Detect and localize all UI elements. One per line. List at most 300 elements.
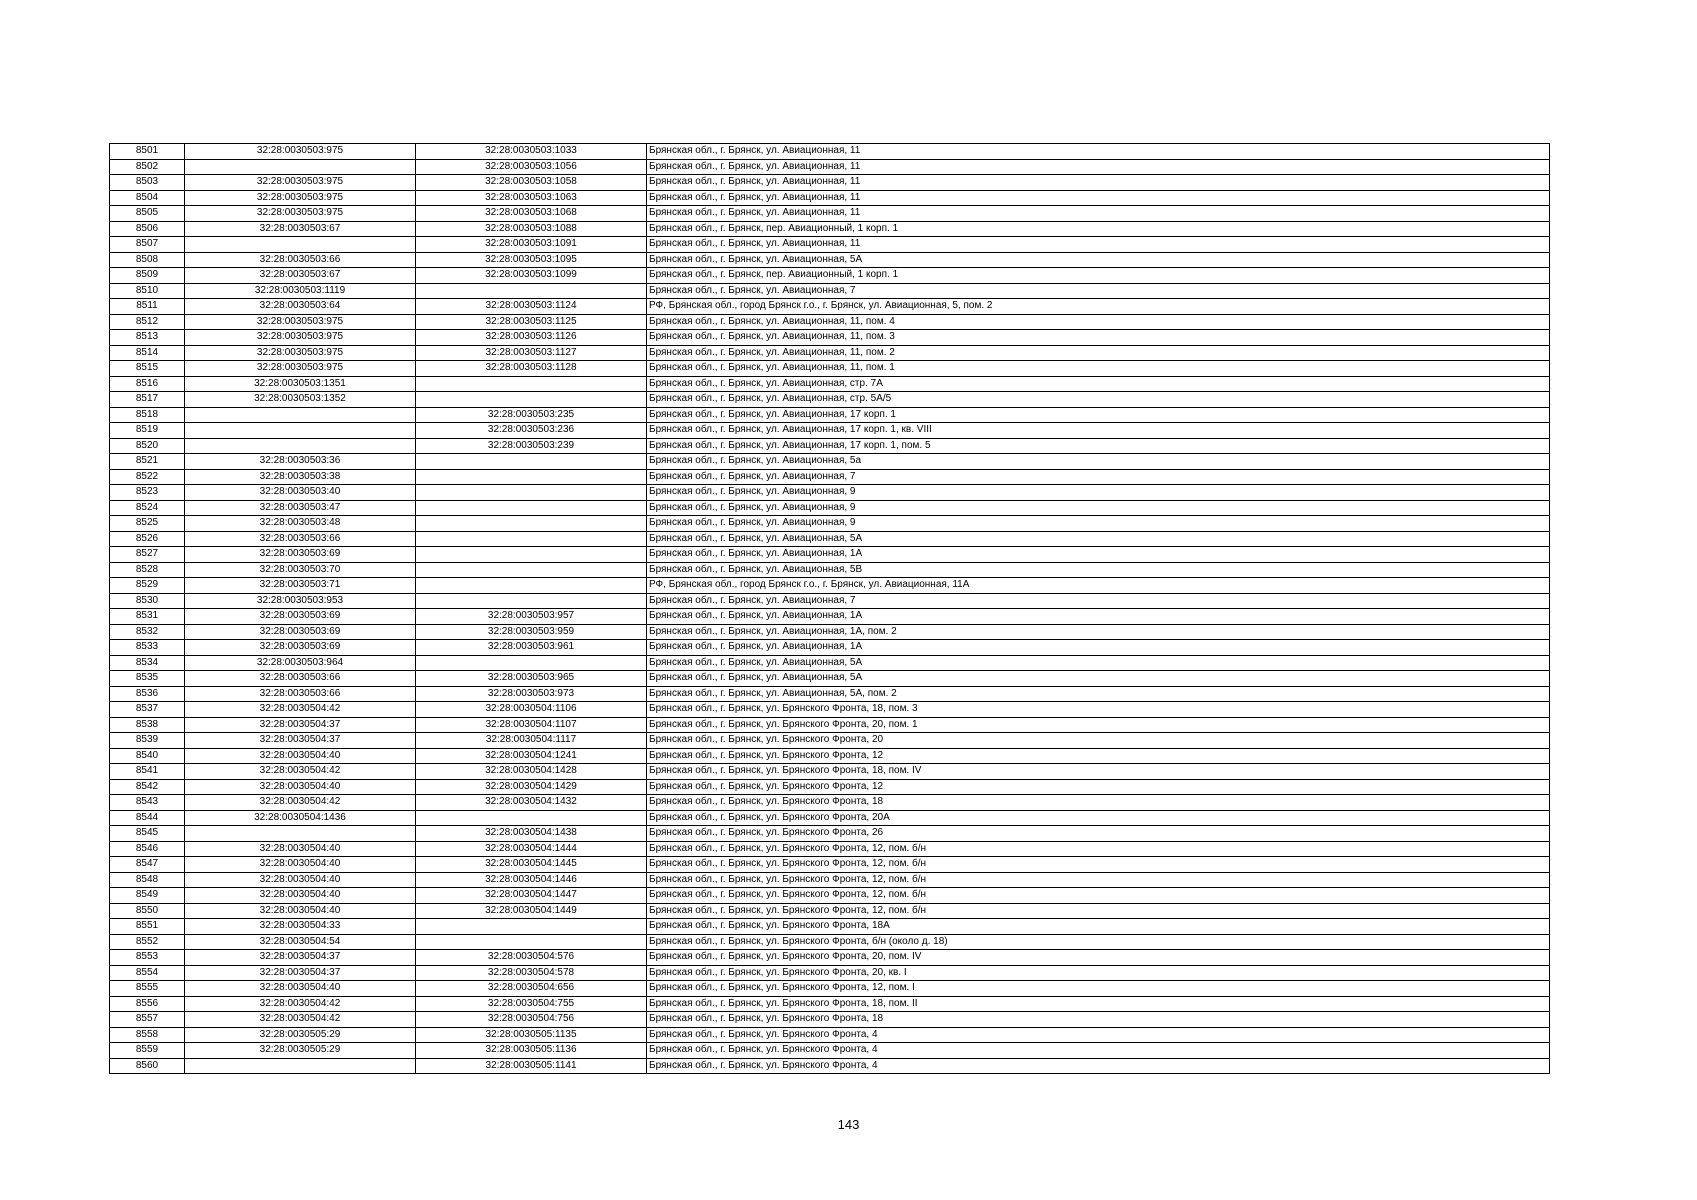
row-number-cell: 8532 xyxy=(110,624,185,640)
address-cell: Брянская обл., г. Брянск, ул. Авиационная, 11 xyxy=(647,237,1550,253)
address-cell: Брянская обл., г. Брянск, ул. Брянского Фронта, 12, пом. б/н xyxy=(647,841,1550,857)
row-number-cell: 8533 xyxy=(110,640,185,656)
page-number: 143 xyxy=(837,1117,860,1132)
table-row xyxy=(110,733,1550,749)
table-row xyxy=(110,423,1550,439)
object-number-cell: 32:28:0030505:1141 xyxy=(416,1058,647,1074)
object-number-cell: 32:28:0030503:1068 xyxy=(416,206,647,222)
table-row xyxy=(110,888,1550,904)
address-cell: Брянская обл., г. Брянск, ул. Брянского Фронта, б/н (около д. 18) xyxy=(647,934,1550,950)
address-cell: Брянская обл., г. Брянск, ул. Брянского Фронта, 4 xyxy=(647,1058,1550,1074)
object-number-cell: 32:28:0030503:1095 xyxy=(416,252,647,268)
table-row xyxy=(110,624,1550,640)
parcel-number-cell xyxy=(185,438,416,454)
address-cell: Брянская обл., г. Брянск, ул. Авиационная, 7 xyxy=(647,283,1550,299)
address-cell: Брянская обл., г. Брянск, ул. Брянского Фронта, 20А xyxy=(647,810,1550,826)
address-cell: Брянская обл., г. Брянск, ул. Брянского Фронта, 20, пом. IV xyxy=(647,950,1550,966)
row-number-cell: 8524 xyxy=(110,500,185,516)
address-cell: Брянская обл., г. Брянск, ул. Авиационная, 5А xyxy=(647,655,1550,671)
row-number-cell: 8535 xyxy=(110,671,185,687)
row-number-cell: 8517 xyxy=(110,392,185,408)
object-number-cell: 32:28:0030503:1128 xyxy=(416,361,647,377)
address-cell: РФ, Брянская обл., город Брянск г.о., г. Брянск, ул. Авиационная, 11А xyxy=(647,578,1550,594)
row-number-cell: 8549 xyxy=(110,888,185,904)
row-number-cell: 8558 xyxy=(110,1027,185,1043)
table-row xyxy=(110,454,1550,470)
table-row xyxy=(110,206,1550,222)
row-number-cell: 8528 xyxy=(110,562,185,578)
table-row xyxy=(110,640,1550,656)
row-number-cell: 8503 xyxy=(110,175,185,191)
row-number-cell: 8516 xyxy=(110,376,185,392)
object-number-cell: 32:28:0030504:1445 xyxy=(416,857,647,873)
address-cell: Брянская обл., г. Брянск, ул. Брянского Фронта, 18, пом. 3 xyxy=(647,702,1550,718)
table-row xyxy=(110,748,1550,764)
table-row xyxy=(110,531,1550,547)
row-number-cell: 8551 xyxy=(110,919,185,935)
table-row xyxy=(110,299,1550,315)
address-cell: Брянская обл., г. Брянск, ул. Авиационная, стр. 5А/5 xyxy=(647,392,1550,408)
object-number-cell xyxy=(416,392,647,408)
address-cell: Брянская обл., г. Брянск, ул. Авиационная, 1А xyxy=(647,640,1550,656)
row-number-cell: 8547 xyxy=(110,857,185,873)
object-number-cell: 32:28:0030503:239 xyxy=(416,438,647,454)
parcel-number-cell: 32:28:0030503:66 xyxy=(185,252,416,268)
address-cell: Брянская обл., г. Брянск, ул. Авиационная, стр. 7А xyxy=(647,376,1550,392)
parcel-number-cell xyxy=(185,1058,416,1074)
address-cell: Брянская обл., г. Брянск, ул. Брянского Фронта, 12, пом. б/н xyxy=(647,857,1550,873)
row-number-cell: 8543 xyxy=(110,795,185,811)
parcel-number-cell: 32:28:0030503:69 xyxy=(185,609,416,625)
table-row xyxy=(110,252,1550,268)
table-row xyxy=(110,144,1550,160)
row-number-cell: 8509 xyxy=(110,268,185,284)
table-row xyxy=(110,1027,1550,1043)
object-number-cell: 32:28:0030504:1241 xyxy=(416,748,647,764)
address-cell: Брянская обл., г. Брянск, пер. Авиационный, 1 корп. 1 xyxy=(647,221,1550,237)
object-number-cell: 32:28:0030504:1432 xyxy=(416,795,647,811)
object-number-cell: 32:28:0030503:959 xyxy=(416,624,647,640)
table-row xyxy=(110,764,1550,780)
table-row xyxy=(110,996,1550,1012)
parcel-number-cell xyxy=(185,407,416,423)
parcel-number-cell: 32:28:0030504:42 xyxy=(185,795,416,811)
address-cell: Брянская обл., г. Брянск, ул. Авиационная, 5А, пом. 2 xyxy=(647,686,1550,702)
row-number-cell: 8513 xyxy=(110,330,185,346)
table-row xyxy=(110,314,1550,330)
address-cell: Брянская обл., г. Брянск, ул. Авиационная, 11 xyxy=(647,144,1550,160)
address-cell: Брянская обл., г. Брянск, ул. Авиационная, 17 корп. 1 xyxy=(647,407,1550,423)
parcel-number-cell: 32:28:0030503:964 xyxy=(185,655,416,671)
parcel-number-cell: 32:28:0030503:69 xyxy=(185,624,416,640)
row-number-cell: 8507 xyxy=(110,237,185,253)
address-cell: Брянская обл., г. Брянск, ул. Брянского Фронта, 12, пом. б/н xyxy=(647,888,1550,904)
object-number-cell: 32:28:0030504:1449 xyxy=(416,903,647,919)
object-number-cell xyxy=(416,454,647,470)
object-number-cell xyxy=(416,469,647,485)
object-number-cell: 32:28:0030504:1106 xyxy=(416,702,647,718)
parcel-number-cell: 32:28:0030504:42 xyxy=(185,764,416,780)
row-number-cell: 8560 xyxy=(110,1058,185,1074)
parcel-number-cell: 32:28:0030503:975 xyxy=(185,190,416,206)
table-row xyxy=(110,547,1550,563)
parcel-number-cell: 32:28:0030503:975 xyxy=(185,144,416,160)
address-cell: Брянская обл., г. Брянск, ул. Авиационная, 5а xyxy=(647,454,1550,470)
address-cell: Брянская обл., г. Брянск, ул. Авиационная, 1А xyxy=(647,609,1550,625)
parcel-number-cell: 32:28:0030503:67 xyxy=(185,268,416,284)
table-row xyxy=(110,857,1550,873)
row-number-cell: 8508 xyxy=(110,252,185,268)
object-number-cell: 32:28:0030505:1136 xyxy=(416,1043,647,1059)
table-row xyxy=(110,686,1550,702)
row-number-cell: 8512 xyxy=(110,314,185,330)
parcel-number-cell: 32:28:0030503:69 xyxy=(185,547,416,563)
parcel-number-cell: 32:28:0030504:33 xyxy=(185,919,416,935)
object-number-cell: 32:28:0030503:1033 xyxy=(416,144,647,160)
table-row xyxy=(110,330,1550,346)
parcel-number-cell: 32:28:0030504:1436 xyxy=(185,810,416,826)
row-number-cell: 8523 xyxy=(110,485,185,501)
object-number-cell xyxy=(416,562,647,578)
parcel-number-cell: 32:28:0030503:66 xyxy=(185,671,416,687)
parcel-number-cell: 32:28:0030503:40 xyxy=(185,485,416,501)
object-number-cell xyxy=(416,810,647,826)
row-number-cell: 8544 xyxy=(110,810,185,826)
table-row xyxy=(110,965,1550,981)
object-number-cell: 32:28:0030503:965 xyxy=(416,671,647,687)
object-number-cell: 32:28:0030504:1107 xyxy=(416,717,647,733)
table-row xyxy=(110,376,1550,392)
row-number-cell: 8526 xyxy=(110,531,185,547)
row-number-cell: 8504 xyxy=(110,190,185,206)
row-number-cell: 8518 xyxy=(110,407,185,423)
object-number-cell xyxy=(416,376,647,392)
row-number-cell: 8534 xyxy=(110,655,185,671)
row-number-cell: 8502 xyxy=(110,159,185,175)
parcel-number-cell: 32:28:0030504:40 xyxy=(185,748,416,764)
row-number-cell: 8557 xyxy=(110,1012,185,1028)
table-row xyxy=(110,702,1550,718)
address-cell: Брянская обл., г. Брянск, ул. Авиационная, 7 xyxy=(647,593,1550,609)
table-row xyxy=(110,578,1550,594)
object-number-cell xyxy=(416,593,647,609)
table-row xyxy=(110,826,1550,842)
parcel-number-cell: 32:28:0030504:40 xyxy=(185,981,416,997)
row-number-cell: 8530 xyxy=(110,593,185,609)
address-cell: Брянская обл., г. Брянск, ул. Брянского Фронта, 12, пом. б/н xyxy=(647,903,1550,919)
parcel-number-cell: 32:28:0030503:975 xyxy=(185,314,416,330)
table-row xyxy=(110,919,1550,935)
row-number-cell: 8541 xyxy=(110,764,185,780)
address-cell: Брянская обл., г. Брянск, ул. Авиационная, 11, пом. 3 xyxy=(647,330,1550,346)
table-row xyxy=(110,903,1550,919)
row-number-cell: 8520 xyxy=(110,438,185,454)
address-cell: Брянская обл., г. Брянск, ул. Брянского Фронта, 12 xyxy=(647,748,1550,764)
address-cell: Брянская обл., г. Брянск, ул. Авиационная, 5А xyxy=(647,531,1550,547)
object-number-cell: 32:28:0030503:1056 xyxy=(416,159,647,175)
table-row xyxy=(110,438,1550,454)
row-number-cell: 8514 xyxy=(110,345,185,361)
parcel-number-cell: 32:28:0030503:36 xyxy=(185,454,416,470)
object-number-cell: 32:28:0030503:1125 xyxy=(416,314,647,330)
parcel-number-cell: 32:28:0030504:37 xyxy=(185,965,416,981)
object-number-cell: 32:28:0030503:236 xyxy=(416,423,647,439)
table-row xyxy=(110,717,1550,733)
object-number-cell: 32:28:0030504:756 xyxy=(416,1012,647,1028)
address-cell: Брянская обл., г. Брянск, ул. Авиационная, 9 xyxy=(647,516,1550,532)
address-cell: Брянская обл., г. Брянск, ул. Авиационная, 1А, пом. 2 xyxy=(647,624,1550,640)
address-cell: Брянская обл., г. Брянск, ул. Брянского Фронта, 26 xyxy=(647,826,1550,842)
address-cell: Брянская обл., г. Брянск, ул. Брянского Фронта, 20, кв. I xyxy=(647,965,1550,981)
parcel-number-cell: 32:28:0030504:40 xyxy=(185,857,416,873)
object-number-cell: 32:28:0030505:1135 xyxy=(416,1027,647,1043)
row-number-cell: 8545 xyxy=(110,826,185,842)
row-number-cell: 8548 xyxy=(110,872,185,888)
table-row xyxy=(110,469,1550,485)
row-number-cell: 8527 xyxy=(110,547,185,563)
table-row xyxy=(110,159,1550,175)
object-number-cell: 32:28:0030503:1099 xyxy=(416,268,647,284)
object-number-cell: 32:28:0030503:1088 xyxy=(416,221,647,237)
address-cell: Брянская обл., г. Брянск, ул. Авиационная, 7 xyxy=(647,469,1550,485)
address-cell: Брянская обл., г. Брянск, ул. Брянского Фронта, 12, пом. I xyxy=(647,981,1550,997)
object-number-cell: 32:28:0030504:578 xyxy=(416,965,647,981)
object-number-cell: 32:28:0030504:1444 xyxy=(416,841,647,857)
parcel-number-cell: 32:28:0030504:40 xyxy=(185,841,416,857)
parcel-number-cell: 32:28:0030504:42 xyxy=(185,996,416,1012)
row-number-cell: 8555 xyxy=(110,981,185,997)
object-number-cell: 32:28:0030503:1126 xyxy=(416,330,647,346)
address-cell: Брянская обл., г. Брянск, ул. Брянского Фронта, 18А xyxy=(647,919,1550,935)
address-cell: Брянская обл., г. Брянск, ул. Авиационная, 11 xyxy=(647,206,1550,222)
table-row xyxy=(110,221,1550,237)
row-number-cell: 8542 xyxy=(110,779,185,795)
parcel-number-cell: 32:28:0030505:29 xyxy=(185,1043,416,1059)
parcel-number-cell: 32:28:0030503:1351 xyxy=(185,376,416,392)
parcel-number-cell: 32:28:0030503:66 xyxy=(185,686,416,702)
table-row xyxy=(110,283,1550,299)
address-cell: Брянская обл., г. Брянск, ул. Авиационная, 5А xyxy=(647,252,1550,268)
row-number-cell: 8522 xyxy=(110,469,185,485)
object-number-cell: 32:28:0030504:1117 xyxy=(416,733,647,749)
parcel-number-cell: 32:28:0030504:40 xyxy=(185,872,416,888)
parcel-number-cell: 32:28:0030505:29 xyxy=(185,1027,416,1043)
table-row xyxy=(110,841,1550,857)
object-number-cell xyxy=(416,485,647,501)
table-row xyxy=(110,795,1550,811)
table-row xyxy=(110,361,1550,377)
parcel-number-cell: 32:28:0030504:54 xyxy=(185,934,416,950)
object-number-cell: 32:28:0030504:656 xyxy=(416,981,647,997)
parcel-number-cell: 32:28:0030503:67 xyxy=(185,221,416,237)
address-cell: Брянская обл., г. Брянск, ул. Авиационная, 1А xyxy=(647,547,1550,563)
parcel-number-cell: 32:28:0030504:40 xyxy=(185,903,416,919)
parcel-number-cell: 32:28:0030504:40 xyxy=(185,779,416,795)
parcel-number-cell: 32:28:0030503:975 xyxy=(185,345,416,361)
row-number-cell: 8553 xyxy=(110,950,185,966)
table-row xyxy=(110,1058,1550,1074)
object-number-cell: 32:28:0030504:1446 xyxy=(416,872,647,888)
parcel-number-cell: 32:28:0030503:47 xyxy=(185,500,416,516)
object-number-cell: 32:28:0030504:1429 xyxy=(416,779,647,795)
row-number-cell: 8539 xyxy=(110,733,185,749)
row-number-cell: 8521 xyxy=(110,454,185,470)
object-number-cell xyxy=(416,516,647,532)
object-number-cell: 32:28:0030504:576 xyxy=(416,950,647,966)
row-number-cell: 8540 xyxy=(110,748,185,764)
parcel-number-cell: 32:28:0030503:975 xyxy=(185,175,416,191)
row-number-cell: 8525 xyxy=(110,516,185,532)
row-number-cell: 8556 xyxy=(110,996,185,1012)
address-cell: Брянская обл., г. Брянск, ул. Брянского Фронта, 18 xyxy=(647,795,1550,811)
table-row xyxy=(110,1012,1550,1028)
table-row xyxy=(110,392,1550,408)
address-cell: РФ, Брянская обл., город Брянск г.о., г. Брянск, ул. Авиационная, 5, пом. 2 xyxy=(647,299,1550,315)
parcel-number-cell xyxy=(185,826,416,842)
object-number-cell xyxy=(416,500,647,516)
table-row xyxy=(110,671,1550,687)
row-number-cell: 8501 xyxy=(110,144,185,160)
parcel-number-cell: 32:28:0030504:40 xyxy=(185,888,416,904)
parcel-number-cell: 32:28:0030503:975 xyxy=(185,361,416,377)
address-cell: Брянская обл., г. Брянск, ул. Авиационная, 11, пом. 1 xyxy=(647,361,1550,377)
address-cell: Брянская обл., г. Брянск, ул. Брянского Фронта, 18, пом. IV xyxy=(647,764,1550,780)
table-row xyxy=(110,268,1550,284)
table-row xyxy=(110,500,1550,516)
address-cell: Брянская обл., г. Брянск, ул. Авиационная, 17 корп. 1, кв. VIII xyxy=(647,423,1550,439)
table-row xyxy=(110,345,1550,361)
parcel-number-cell: 32:28:0030504:42 xyxy=(185,1012,416,1028)
row-number-cell: 8529 xyxy=(110,578,185,594)
parcel-number-cell: 32:28:0030503:69 xyxy=(185,640,416,656)
parcel-number-cell xyxy=(185,159,416,175)
table-row xyxy=(110,485,1550,501)
object-number-cell xyxy=(416,578,647,594)
object-number-cell xyxy=(416,547,647,563)
table-row xyxy=(110,562,1550,578)
table-row xyxy=(110,407,1550,423)
table-row xyxy=(110,872,1550,888)
table-row xyxy=(110,516,1550,532)
address-cell: Брянская обл., г. Брянск, ул. Брянского Фронта, 4 xyxy=(647,1027,1550,1043)
object-number-cell: 32:28:0030503:1124 xyxy=(416,299,647,315)
table-row xyxy=(110,237,1550,253)
row-number-cell: 8537 xyxy=(110,702,185,718)
parcel-number-cell: 32:28:0030504:37 xyxy=(185,733,416,749)
table-row xyxy=(110,934,1550,950)
table-row xyxy=(110,175,1550,191)
table-row xyxy=(110,981,1550,997)
row-number-cell: 8515 xyxy=(110,361,185,377)
object-number-cell: 32:28:0030503:235 xyxy=(416,407,647,423)
object-number-cell: 32:28:0030504:1438 xyxy=(416,826,647,842)
object-number-cell xyxy=(416,934,647,950)
object-number-cell xyxy=(416,531,647,547)
parcel-number-cell: 32:28:0030503:64 xyxy=(185,299,416,315)
address-cell: Брянская обл., г. Брянск, ул. Авиационная, 9 xyxy=(647,500,1550,516)
table-body xyxy=(110,144,1550,1074)
address-cell: Брянская обл., г. Брянск, ул. Брянского Фронта, 4 xyxy=(647,1043,1550,1059)
address-cell: Брянская обл., г. Брянск, ул. Авиационная, 5А xyxy=(647,671,1550,687)
address-cell: Брянская обл., г. Брянск, ул. Авиационная, 11 xyxy=(647,159,1550,175)
row-number-cell: 8510 xyxy=(110,283,185,299)
parcel-number-cell: 32:28:0030503:975 xyxy=(185,206,416,222)
row-number-cell: 8559 xyxy=(110,1043,185,1059)
row-number-cell: 8531 xyxy=(110,609,185,625)
row-number-cell: 8546 xyxy=(110,841,185,857)
row-number-cell: 8506 xyxy=(110,221,185,237)
row-number-cell: 8511 xyxy=(110,299,185,315)
table-row xyxy=(110,609,1550,625)
parcel-number-cell: 32:28:0030504:37 xyxy=(185,950,416,966)
table-row xyxy=(110,1043,1550,1059)
parcel-number-cell: 32:28:0030503:953 xyxy=(185,593,416,609)
object-number-cell xyxy=(416,919,647,935)
parcel-number-cell: 32:28:0030504:37 xyxy=(185,717,416,733)
parcel-number-cell: 32:28:0030503:1352 xyxy=(185,392,416,408)
address-cell: Брянская обл., г. Брянск, пер. Авиационный, 1 корп. 1 xyxy=(647,268,1550,284)
row-number-cell: 8550 xyxy=(110,903,185,919)
parcel-number-cell xyxy=(185,237,416,253)
row-number-cell: 8519 xyxy=(110,423,185,439)
address-cell: Брянская обл., г. Брянск, ул. Авиационная, 9 xyxy=(647,485,1550,501)
table-row xyxy=(110,593,1550,609)
table-row xyxy=(110,810,1550,826)
parcel-number-cell: 32:28:0030503:38 xyxy=(185,469,416,485)
table-row xyxy=(110,779,1550,795)
object-number-cell xyxy=(416,283,647,299)
address-cell: Брянская обл., г. Брянск, ул. Авиационная, 11 xyxy=(647,190,1550,206)
table-row xyxy=(110,655,1550,671)
address-cell: Брянская обл., г. Брянск, ул. Авиационная, 17 корп. 1, пом. 5 xyxy=(647,438,1550,454)
parcel-number-cell: 32:28:0030503:975 xyxy=(185,330,416,346)
object-number-cell: 32:28:0030504:1428 xyxy=(416,764,647,780)
parcel-number-cell: 32:28:0030503:66 xyxy=(185,531,416,547)
object-number-cell: 32:28:0030503:1063 xyxy=(416,190,647,206)
row-number-cell: 8505 xyxy=(110,206,185,222)
address-cell: Брянская обл., г. Брянск, ул. Авиационная, 11, пом. 4 xyxy=(647,314,1550,330)
address-cell: Брянская обл., г. Брянск, ул. Брянского Фронта, 18, пом. II xyxy=(647,996,1550,1012)
parcel-number-cell: 32:28:0030504:42 xyxy=(185,702,416,718)
address-cell: Брянская обл., г. Брянск, ул. Авиационная, 11 xyxy=(647,175,1550,191)
object-number-cell: 32:28:0030503:1127 xyxy=(416,345,647,361)
object-number-cell: 32:28:0030503:973 xyxy=(416,686,647,702)
object-number-cell: 32:28:0030503:961 xyxy=(416,640,647,656)
address-cell: Брянская обл., г. Брянск, ул. Авиационная, 11, пом. 2 xyxy=(647,345,1550,361)
object-number-cell: 32:28:0030504:755 xyxy=(416,996,647,1012)
address-cell: Брянская обл., г. Брянск, ул. Брянского Фронта, 20, пом. 1 xyxy=(647,717,1550,733)
address-cell: Брянская обл., г. Брянск, ул. Брянского Фронта, 18 xyxy=(647,1012,1550,1028)
object-number-cell: 32:28:0030503:1091 xyxy=(416,237,647,253)
parcel-number-cell: 32:28:0030503:48 xyxy=(185,516,416,532)
address-cell: Брянская обл., г. Брянск, ул. Брянского Фронта, 12 xyxy=(647,779,1550,795)
object-number-cell: 32:28:0030504:1447 xyxy=(416,888,647,904)
address-cell: Брянская обл., г. Брянск, ул. Брянского Фронта, 12, пом. б/н xyxy=(647,872,1550,888)
parcel-number-cell xyxy=(185,423,416,439)
object-number-cell: 32:28:0030503:1058 xyxy=(416,175,647,191)
parcel-number-cell: 32:28:0030503:70 xyxy=(185,562,416,578)
row-number-cell: 8536 xyxy=(110,686,185,702)
parcel-number-cell: 32:28:0030503:71 xyxy=(185,578,416,594)
table-row xyxy=(110,950,1550,966)
address-cell: Брянская обл., г. Брянск, ул. Брянского Фронта, 20 xyxy=(647,733,1550,749)
object-number-cell xyxy=(416,655,647,671)
cadastral-table xyxy=(109,143,1550,1074)
address-cell: Брянская обл., г. Брянск, ул. Авиационная, 5В xyxy=(647,562,1550,578)
object-number-cell: 32:28:0030503:957 xyxy=(416,609,647,625)
row-number-cell: 8538 xyxy=(110,717,185,733)
row-number-cell: 8552 xyxy=(110,934,185,950)
